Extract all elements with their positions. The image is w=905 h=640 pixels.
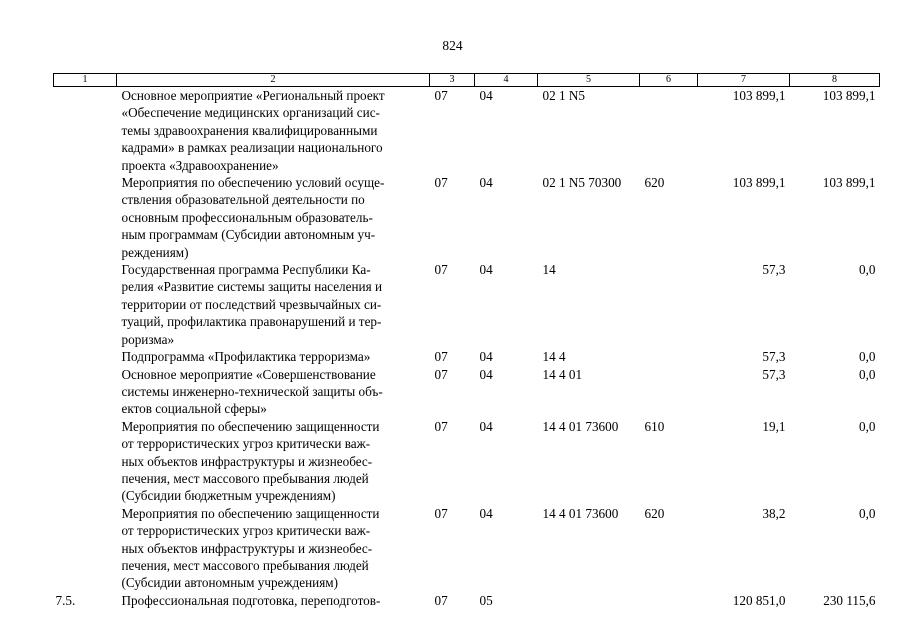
amount-year-2: 103 899,1 [822,175,876,191]
amount-year-2: 0,0 [859,349,876,365]
subsection-code: 04 [479,262,493,278]
expense-type-code: 620 [644,505,665,521]
table-body [54,87,880,610]
description-line: Мероприятия по обеспечению условий осуще- [121,175,385,191]
amount-year-2: 0,0 [859,505,876,521]
amount-year-1: 57,3 [762,349,786,365]
section-code: 07 [434,88,448,103]
row-description [117,87,430,175]
row-number [54,366,117,418]
subsection-code: 04 [479,175,493,191]
description-line: релия «Развитие системы защиты населения и [121,279,383,295]
target-article-code: 14 4 01 73600 [542,418,619,434]
expense-type-code [640,592,698,609]
target-article-code: 02 1 N5 70300 [542,175,622,191]
target-article-code: 14 4 [542,349,566,365]
amount-year-1: 57,3 [762,366,786,382]
amount-year-1: 19,1 [762,418,786,434]
row-description [117,418,430,505]
description-line: Государственная программа Республики Ка- [121,262,371,278]
amount-year-2: 0,0 [859,418,876,434]
table-row [54,348,880,365]
target-article-code: 14 4 01 73600 [542,505,619,521]
description-line: Основное мероприятие «Региональный проект [121,88,385,103]
table-row [54,366,880,418]
description-line: основным профессиональным образователь- [121,209,373,225]
description-line: туаций, профилактика правонарушений и тер- [121,314,382,330]
amount-year-1: 103 899,1 [732,175,786,191]
row-description [117,174,430,261]
column-header: 8 [790,74,880,87]
amount-year-1: 57,3 [762,262,786,278]
description-line: роризма» [121,331,175,347]
table-row [54,261,880,348]
description-line: Мероприятия по обеспечению защищенности [121,505,380,521]
column-header: 2 [117,74,430,87]
column-header: 5 [538,74,640,87]
amount-year-1: 120 851,0 [732,592,786,608]
expense-type-code [640,261,698,348]
section-code: 07 [434,366,448,382]
description-line: Основное мероприятие «Совершенствование [121,366,376,382]
description-line: от террористических угроз критически важ- [121,436,371,452]
table-header [54,74,880,87]
section-code: 07 [434,349,448,365]
table-row [54,418,880,505]
page-number: 824 [442,38,463,53]
expense-type-code: 620 [644,175,665,191]
row-number [54,174,117,261]
row-description [117,366,430,418]
description-line: (Субсидии автономным учреждениям) [121,575,339,591]
description-line: «Обеспечение медицинских организаций сис- [121,105,380,121]
description-line: ным программам (Субсидии автономным уч- [121,227,376,243]
description-line: проекта «Здравоохранение» [121,157,279,173]
table-row [54,505,880,592]
amount-year-1: 103 899,1 [732,88,786,103]
budget-table [53,73,880,609]
description-line: Профессиональная подготовка, переподготов- [121,592,381,608]
amount-year-1: 38,2 [762,505,786,521]
subsection-code: 04 [479,418,493,434]
section-code: 07 [434,418,448,434]
description-line: ствления образовательной деятельности по [121,192,365,208]
description-line: от террористических угроз критически важ- [121,523,371,539]
row-description [117,261,430,348]
column-header: 3 [430,74,475,87]
description-line: Мероприятия по обеспечению защищенности [121,418,380,434]
target-article-code: 02 1 N5 [542,88,585,103]
target-article-code: 14 [542,262,556,278]
row-number [54,261,117,348]
description-line: ектов социальной сферы» [121,401,267,417]
row-number [54,505,117,592]
section-code: 07 [434,175,448,191]
description-line: ных объектов инфраструктуры и жизнеобес- [121,453,373,469]
row-description [117,348,430,365]
row-number: 7.5. [55,592,76,608]
description-line: системы инженерно-технической защиты объ- [121,383,383,399]
table-row [54,87,880,175]
amount-year-2: 103 899,1 [822,88,876,103]
description-line: темы здравоохранения квалифицированными [121,122,378,138]
table-row [54,174,880,261]
row-number [54,87,117,175]
description-line: печения, мест массового пребывания людей [121,557,369,573]
subsection-code: 04 [479,505,493,521]
section-code: 07 [434,262,448,278]
expense-type-code [640,348,698,365]
amount-year-2: 0,0 [859,366,876,382]
section-code: 07 [434,592,448,608]
table-row [54,592,880,609]
column-header: 6 [640,74,698,87]
subsection-code: 04 [479,349,493,365]
target-article-code [538,592,640,609]
row-description [117,505,430,592]
row-description [117,592,430,609]
row-number [54,418,117,505]
expense-type-code [640,366,698,418]
description-line: территории от последствий чрезвычайных си- [121,296,382,312]
expense-type-code: 610 [644,418,665,434]
description-line: печения, мест массового пребывания людей [121,470,369,486]
description-line: кадрами» в рамках реализации национального [121,140,383,156]
description-line: Подпрограмма «Профилактика терроризма» [121,349,371,365]
target-article-code: 14 4 01 [542,366,583,382]
description-line: реждениям) [121,244,189,260]
amount-year-2: 0,0 [859,262,876,278]
section-code: 07 [434,505,448,521]
subsection-code: 05 [479,592,493,608]
column-header: 1 [54,74,117,87]
amount-year-2: 230 115,6 [823,592,876,608]
expense-type-code [640,87,698,175]
description-line: ных объектов инфраструктуры и жизнеобес- [121,540,373,556]
description-line: (Субсидии бюджетным учреждениям) [121,488,336,504]
column-header: 7 [698,74,790,87]
column-header: 4 [475,74,538,87]
row-number [54,348,117,365]
subsection-code: 04 [479,366,493,382]
subsection-code: 04 [479,88,493,103]
